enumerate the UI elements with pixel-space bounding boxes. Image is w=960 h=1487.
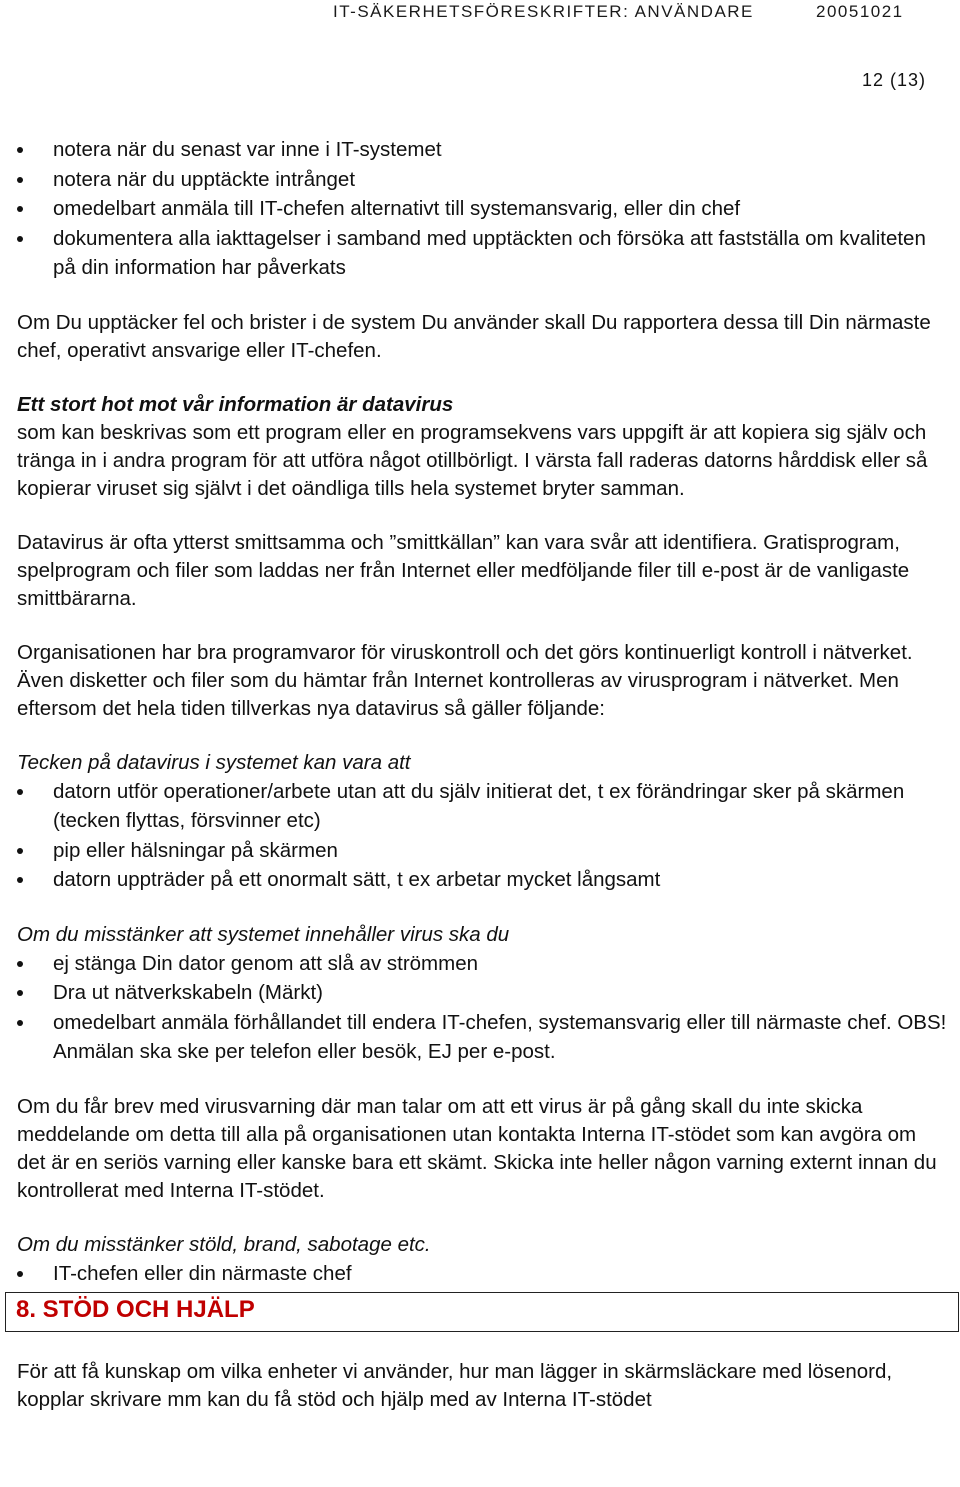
list-item: dokumentera alla iakttagelser i samband med upptäckten och försöka att fastställa om kvaliteten på din information har påverkats	[17, 224, 947, 283]
warning-paragraph: Om du får brev med virusvarning där man talar om att ett virus är på gång skall du inte skicka meddelande om detta till alla på organisationen utan kontakta Interna IT-stödet som kan avgöra om det är en seriös varning eller kanske bara ett skämt. Skicka inte heller någon varning externt innan du kontrollerat med Interna IT-stödet.	[17, 1094, 937, 1202]
organisation-paragraph: Organisationen har bra programvaror för viruskontroll och det görs kontinuerligt kontroll i nätverket. Även disketter och filer som du hämtar från Internet kontrolleras av virusprogram i nätverket. Men eftersom det hela tiden tillverkas nya datavirus så gäller följande:	[17, 640, 913, 720]
list-item: datorn uppträder på ett onormalt sätt, t ex arbetar mycket långsamt	[17, 865, 947, 895]
section-8-title: 8. STÖD OCH HJÄLP	[16, 1296, 255, 1323]
list-item: pip eller hälsningar på skärmen	[17, 836, 947, 866]
list-item: omedelbart anmäla till IT-chefen alternativt till systemansvarig, eller din chef	[17, 194, 947, 224]
signs-heading: Tecken på datavirus i systemet kan vara att	[17, 750, 411, 774]
list-item: notera när du senast var inne i IT-systemet	[17, 135, 947, 165]
list-item: omedelbart anmäla förhållandet till endera IT-chefen, systemansvarig eller till närmaste chef. OBS! Anmälan ska ske per telefon eller besök, EJ per e-post.	[17, 1008, 947, 1067]
suspect-list	[17, 949, 947, 1067]
document-body	[17, 135, 947, 1414]
spread-paragraph: Datavirus är ofta ytterst smittsamma och ”smittkällan” kan vara svår att identifiera. Gratisprogram, spelprogram och filer som laddas ner från Internet eller medföljande filer till e-post är de vanligaste smittbärarna.	[17, 530, 910, 610]
header-title: IT-SÄKERHETSFÖRESKRIFTER: ANVÄNDARE	[333, 2, 754, 21]
list-item: ej stänga Din dator genom att slå av strömmen	[17, 949, 947, 979]
theft-heading: Om du misstänker stöld, brand, sabotage etc.	[17, 1232, 431, 1256]
intrusion-actions-list	[17, 135, 947, 283]
virus-heading: Ett stort hot mot vår information är datavirus	[17, 392, 454, 416]
virus-paragraph: som kan beskrivas som ett program eller en programsekvens vars uppgift är att kopiera sig själv och tränga in i andra program för att utföra något otillbörligt. I värsta fall raderas datorns hårddisk eller så kopierar viruset sig självt i det oändliga tills hela systemet bryter samman.	[17, 420, 928, 500]
section-8-heading-box	[5, 1292, 959, 1332]
report-paragraph: Om Du upptäcker fel och brister i de system Du använder skall Du rapportera dessa till Din närmaste chef, operativt ansvarige eller IT-chefen.	[17, 310, 931, 362]
header-date: 20051021	[816, 2, 904, 21]
signs-list	[17, 777, 947, 895]
list-item: Dra ut nätverkskabeln (Märkt)	[17, 978, 947, 1008]
list-item: notera när du upptäckte intrånget	[17, 165, 947, 195]
suspect-heading: Om du misstänker att systemet innehåller virus ska du	[17, 922, 510, 946]
theft-list	[17, 1259, 947, 1289]
page-number: 12 (13)	[862, 70, 927, 90]
list-item: datorn utför operationer/arbete utan att du själv initierat det, t ex förändringar sker på skärmen (tecken flyttas, försvinner etc)	[17, 777, 947, 836]
list-item: IT-chefen eller din närmaste chef	[17, 1259, 947, 1289]
support-paragraph: För att få kunskap om vilka enheter vi använder, hur man lägger in skärmsläckare med lösenord, kopplar skrivare mm kan du få stöd och hjälp med av Interna IT-stödet	[17, 1360, 893, 1411]
